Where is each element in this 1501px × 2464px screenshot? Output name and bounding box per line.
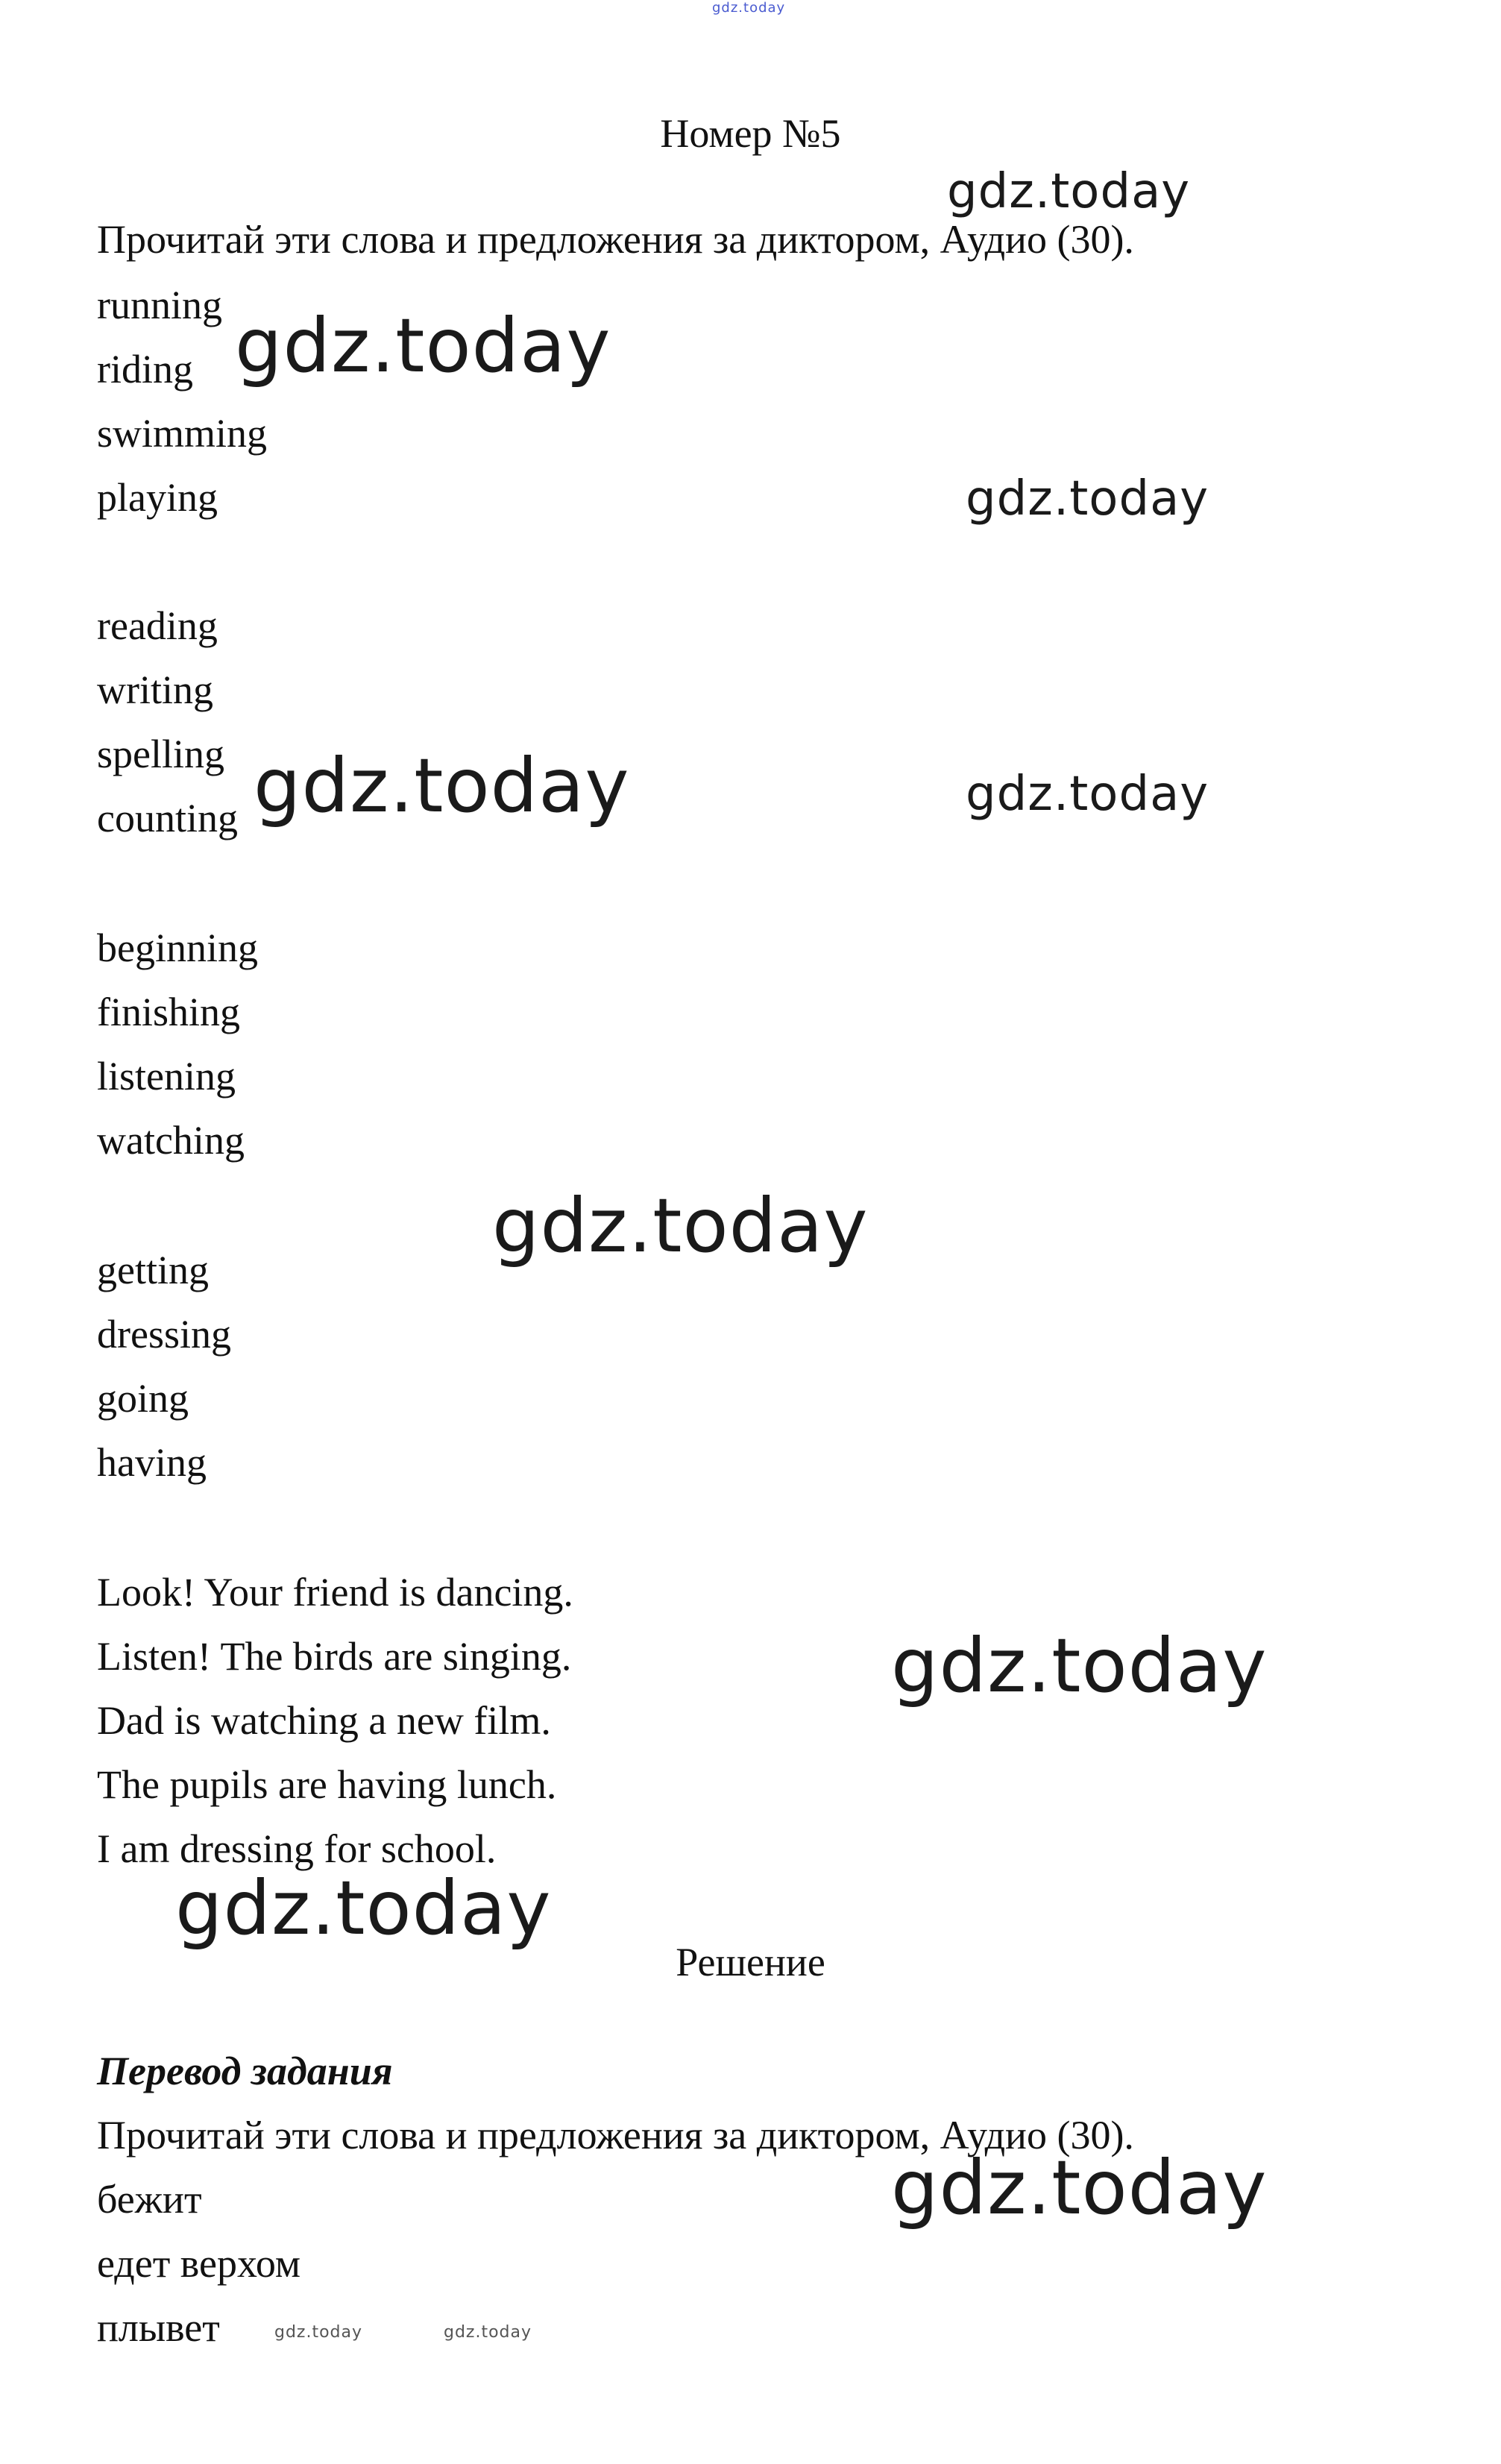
word-item: watching — [97, 1118, 245, 1163]
word-item: listening — [97, 1054, 236, 1099]
translation-task: Прочитай эти слова и предложения за диктором, Аудио (30). — [97, 2113, 1134, 2157]
word-item: beginning — [97, 925, 258, 970]
watermark: gdz.today — [274, 2323, 363, 2342]
sentence-item: Dad is watching a new film. — [97, 1698, 551, 1743]
word-item: counting — [97, 796, 238, 840]
watermark: gdz.today — [254, 742, 630, 829]
word-item: going — [97, 1376, 189, 1421]
word-item: spelling — [97, 732, 224, 776]
sentence-item: The pupils are having lunch. — [97, 1762, 557, 1807]
word-item: having — [97, 1440, 207, 1485]
watermark: gdz.today — [175, 1864, 552, 1952]
watermark-top: gdz.today — [712, 0, 786, 16]
watermark: gdz.today — [947, 164, 1191, 219]
watermark: gdz.today — [444, 2323, 532, 2342]
word-item: running — [97, 283, 222, 327]
translation-word: едет верхом — [97, 2241, 301, 2286]
watermark: gdz.today — [966, 471, 1209, 527]
sentence-item: Look! Your friend is dancing. — [97, 1570, 573, 1615]
page-title: Номер №5 — [660, 111, 841, 156]
watermark: gdz.today — [891, 2144, 1268, 2231]
word-item: swimming — [97, 411, 268, 456]
translation-word: плывет — [97, 2305, 220, 2350]
translation-word: бежит — [97, 2177, 202, 2222]
solution-label: Решение — [676, 1940, 825, 1984]
word-item: riding — [97, 347, 193, 392]
sentence-item: I am dressing for school. — [97, 1826, 497, 1871]
task-text: Прочитай эти слова и предложения за диктором, Аудио (30). — [97, 217, 1134, 262]
watermark: gdz.today — [235, 302, 611, 389]
word-item: dressing — [97, 1312, 231, 1357]
word-item: writing — [97, 667, 213, 712]
word-item: reading — [97, 603, 218, 648]
translation-heading: Перевод задания — [97, 2049, 393, 2093]
word-item: playing — [97, 475, 218, 520]
sentence-item: Listen! The birds are singing. — [97, 1634, 572, 1679]
word-item: finishing — [97, 990, 241, 1034]
watermark: gdz.today — [966, 767, 1209, 822]
word-item: getting — [97, 1248, 209, 1292]
watermark: gdz.today — [492, 1182, 869, 1269]
watermark: gdz.today — [891, 1622, 1268, 1709]
